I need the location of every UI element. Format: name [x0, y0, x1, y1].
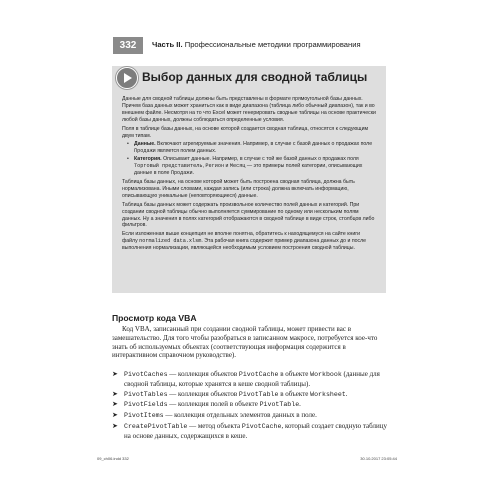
footer-timestamp: 30.10.2017 23:05:44 [360, 456, 397, 461]
code: PivotCache [241, 422, 282, 430]
list-item [112, 411, 388, 421]
text: , [202, 163, 206, 170]
code: Продажи [134, 148, 156, 155]
box-paragraph: Таблица базы данных может содержать произвольное количество полей данных и категорий. При создании сводной таблицы обычно выполняется суммирование по одному или нескольким полям данных. Ну а значения в полях категорий отображаются в сводной таблице в виде строк, столбцов либо фильтров. [122, 201, 375, 229]
arrow-bullet-icon: ➤ [112, 400, 118, 409]
text: . [192, 170, 195, 177]
term: Категория. [134, 156, 162, 163]
code: PivotCaches [124, 371, 168, 378]
arrow-bullet-icon: ➤ [112, 370, 118, 378]
text: является полем данных. [155, 148, 217, 155]
text: — коллекция объектов [167, 370, 239, 378]
list-item [112, 390, 388, 400]
text: — коллекция отдельных элементов данных в поле. [163, 411, 317, 420]
code: PivotTable [238, 390, 279, 398]
code: Продажи [170, 170, 193, 177]
box-paragraph [122, 231, 377, 252]
chapter-title: Профессиональные методики программирования [184, 40, 361, 49]
text: — метод объекта [187, 421, 242, 430]
text: в объекте [278, 389, 311, 398]
text: . [299, 400, 301, 409]
box-paragraph: Таблица базы данных, на основе которой может быть построена сводная таблица, должна быть нормализована. Иными словами, каждая запись (или строка) должна включать информацию, описывающую уникальные (неповторяющиеся) данные. [122, 178, 355, 199]
text: — коллекция полей в объекте [167, 400, 260, 409]
footer-file: 09_ch06.indd 332 [97, 456, 129, 461]
box-title: Выбор данных для сводной таблицы [142, 70, 368, 84]
list-item [112, 400, 388, 410]
code: PivotTable [259, 401, 300, 409]
chapter-heading [152, 40, 361, 49]
list-item [112, 422, 388, 442]
text: Если изложенная выше концепция не вполне понятна, обратитесь к находящемуся на сайте книги файлу [122, 231, 361, 245]
text: Включают агрегируемые значения. Например, в случае с базой данных о продажах поле [155, 141, 373, 148]
box-paragraph: Поля в таблице базы данных, на основе которой создается сводная таблица, относятся к следующим двум типам. [122, 125, 369, 139]
code: CreatePivotTable [124, 422, 188, 430]
list-item [134, 156, 377, 177]
text: . [345, 389, 348, 398]
text: , который создает сводную таблицу на основе данных, содержащихся в кеше. [124, 421, 387, 440]
text: Описывает данные. Например, в случае с той же базой данных о продажах поля [161, 156, 359, 163]
term: Данные. [134, 141, 156, 148]
code: Регион [205, 163, 225, 170]
code: PivotItems [124, 412, 164, 420]
text: — это примеры полей категории, описывающих данные в поле [134, 163, 363, 177]
code: PivotCache [238, 371, 279, 378]
code: PivotFields [124, 401, 168, 409]
arrow-bullet-icon: ➤ [112, 421, 118, 430]
code: Месяц [229, 163, 246, 170]
code: normalized data.xlsm [139, 238, 202, 245]
code: PivotTables [124, 390, 168, 398]
section-paragraph: Код VBA, записанный при создании сводной таблицы, может привести вас в замешательство. Для того чтобы разобраться в записанном макросе, потребуется кое-что знать об используемых объектах (соответствующая информация содержится в интерактивном справочном руководстве). [112, 325, 378, 360]
box-paragraph: Данные для сводной таблицы должны быть представлены в формате прямоугольной базы данных. Причем база данных может храниться как в виде диапазона (таблица либо обычный диапазон), так и во внешнем файле. Несмотря на то что Excel может генерировать сводные таблицы на основе практически любой базы данных, должны соблюдаться определенные условия. [122, 96, 376, 123]
object-list [112, 370, 388, 443]
page-number: 332 [113, 37, 143, 54]
code: Торговый представитель [134, 163, 203, 170]
list-item [112, 370, 388, 389]
arrow-bullet-icon: ➤ [112, 411, 118, 420]
box-list [122, 141, 377, 177]
text: и [224, 163, 230, 170]
text: (данные для сводной таблицы, которые хранятся в кеше сводной таблицы). [124, 370, 380, 388]
arrow-bullet-icon: ➤ [112, 389, 118, 398]
play-icon [116, 67, 138, 89]
text: в объекте [278, 370, 311, 378]
text: . Эта рабочая книга содержит пример диапазона данных до и после выполнения нормализации, являющейся необходимым условием построения сводной таблицы. [122, 238, 367, 252]
section-body [112, 325, 388, 363]
code: Worksheet [310, 390, 346, 398]
box-body [122, 96, 377, 254]
list-item [134, 141, 377, 155]
chapter-part: Часть II. [152, 40, 183, 49]
section-title: Просмотр кода VBA [112, 313, 197, 323]
text: — коллекция объектов [167, 389, 239, 398]
code: Workbook [310, 371, 342, 378]
